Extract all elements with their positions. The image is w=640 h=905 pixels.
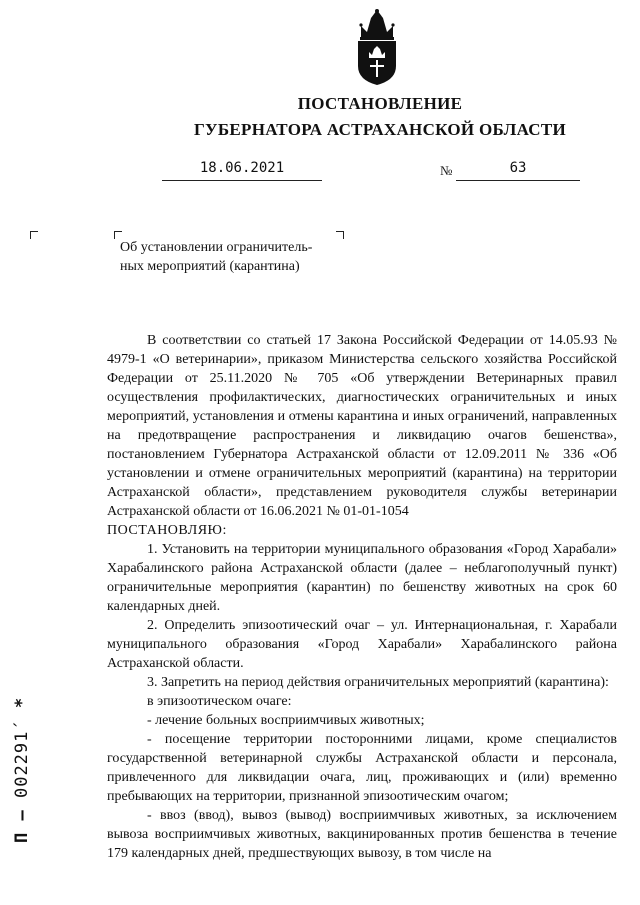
decree-word: ПОСТАНОВЛЯЮ: — [107, 523, 227, 538]
item-2-paragraph: 2. Определить эпизоотический очаг – ул. Интернациональная, г. Харабали муниципального образования «Город Харабали» Харабалинского района Астраханской области. — [107, 618, 617, 671]
bullet-item: - ввоз (ввод), вывоз (вывод) восприимчивых животных, за исключением вывоза восприимчивых животных, вакцинированных против бешенства в течение 179 календарных дней, предшествующих вывозу, в том числе на — [107, 808, 617, 861]
document-number: 63 — [509, 160, 527, 176]
focus-label: в эпизоотическом очаге: — [147, 694, 292, 709]
item-3-paragraph: 3. Запретить на период действия ограничительных мероприятий (карантина): — [147, 675, 609, 690]
serial-tick: ´ — [12, 719, 32, 731]
issuer-heading: ГУБЕРНАТОРА АСТРАХАНСКОЙ ОБЛАСТИ — [193, 120, 567, 139]
subject-line-1: Об установлении ограничитель- — [120, 240, 313, 255]
bullet-item: - лечение больных восприимчивых животных; — [147, 713, 425, 728]
subject-line-2: ных мероприятий (карантина) — [120, 259, 300, 274]
serial-number: 002291 — [12, 730, 32, 799]
document-body — [107, 331, 617, 863]
number-sign: № — [440, 163, 453, 178]
number-underline — [456, 180, 580, 181]
document-type-heading: ПОСТАНОВЛЕНИЕ — [297, 94, 463, 113]
coat-of-arms-emblem — [354, 8, 400, 86]
bullet-item: - посещение территории посторонними лицами, кроме специалистов государственной ветеринарной службы Астраханской области и персонала, привлеченного для ликвидации очага, лиц, проживающих и (или) временно пребывающих на территории, признанной эпизоотическим очагом; — [107, 732, 617, 804]
preamble-paragraph: В соответствии со статьей 17 Закона Российской Федерации от 14.05.93 № 4979-1 «О ветеринарии», приказом Министерства сельского хозяйства Российской Федерации от 25.11.2020 № 705 «Об утверждении Ветеринарных правил осуществления профилактических, диагностических ограничительных и иных мероприятий, установления и отмены карантина и иных ограничений, направленных на предотвращение распространения и ликвидацию очагов бешенства», постановлением Губернатора Астраханской области от 12.09.2011 № 336 «Об установлении и отмене ограничительных мероприятий (карантина) на территории Астраханской области», представлением руководителя службы ветеринарии Астраханской области от 16.06.2021 № 01-01-1054 — [107, 333, 617, 519]
document-date: 18.06.2021 — [199, 160, 285, 176]
serial-prefix: П – — [12, 809, 32, 843]
form-serial-number — [12, 697, 32, 843]
corner-mark-left — [30, 231, 38, 239]
date-underline — [162, 180, 322, 181]
item-1-paragraph: 1. Установить на территории муниципального образования «Город Харабали» Харабалинского района Астраханской области (далее – неблагополучный пункт) ограничительные мероприятия (карантин) по бешенству животных на срок 60 календарных дней. — [107, 542, 617, 614]
document-subject — [120, 238, 360, 276]
serial-star-mark: * — [12, 696, 32, 709]
